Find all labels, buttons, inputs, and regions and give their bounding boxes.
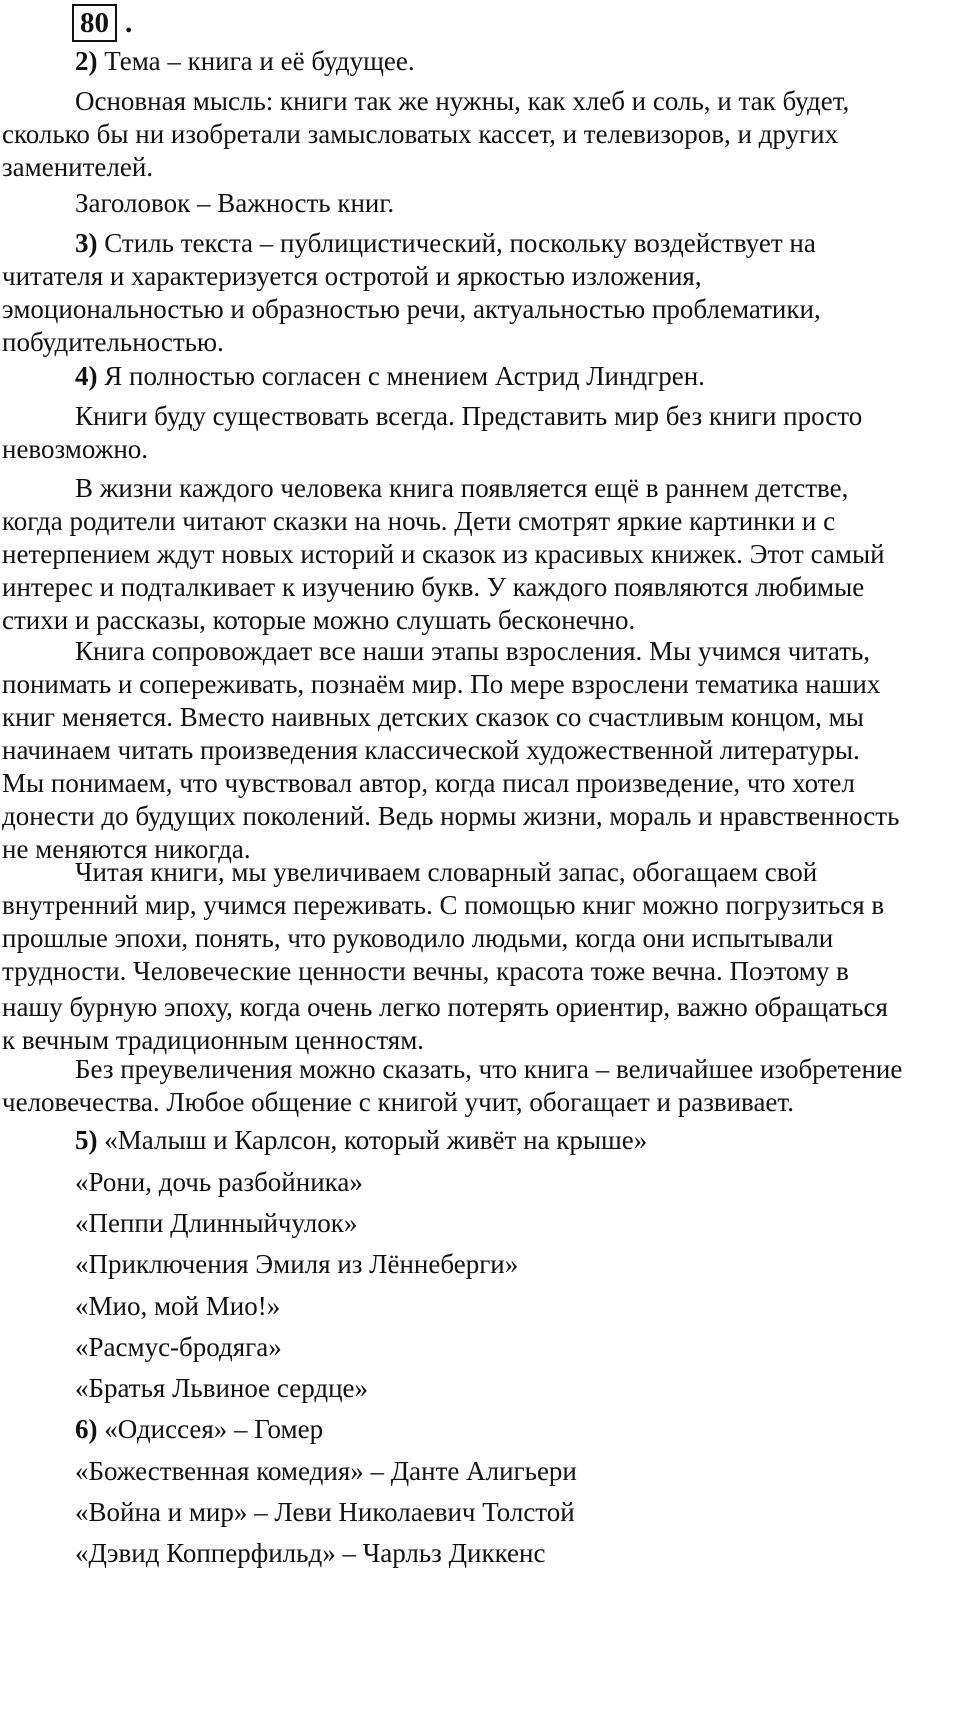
paragraph-line: Читая книги, мы увеличиваем словарный запас, обогащаем свой — [75, 857, 818, 887]
paragraph-line: Книги буду существовать всегда. Представить мир без книги просто — [75, 401, 863, 431]
paragraph-line: донести до будущих поколений. Ведь нормы жизни, мораль и нравственность — [2, 801, 900, 831]
item-6-number: 6) — [75, 1414, 98, 1444]
paragraph-line: книг меняется. Вместо наивных детских сказок со счастливым концом, мы — [2, 702, 864, 732]
paragraph-line: заменителей. — [2, 152, 154, 182]
paragraph-line: Без преувеличения можно сказать, что книга – величайшее изобретение — [75, 1054, 903, 1084]
paragraph-line: стихи и рассказы, которые можно слушать бесконечно. — [2, 605, 636, 635]
item-6-text: «Одиссея» – Гомер — [97, 1414, 324, 1444]
classic-book-title: «Божественная комедия» – Данте Алигьери — [75, 1456, 577, 1486]
paragraph-line — [2, 227, 960, 260]
item-3-style-paragraph — [2, 227, 960, 359]
item-5-number: 5) — [75, 1125, 98, 1155]
exercise-number: 80 — [72, 4, 117, 42]
paragraph-line: Книга сопровождает все наши этапы взросления. Мы учимся читать, — [75, 636, 871, 666]
paragraph-line: внутренний мир, учимся переживать. С помощью книг можно погрузиться в — [2, 890, 885, 920]
item-4-number: 4) — [75, 361, 98, 391]
paragraph-line: не меняются никогда. — [2, 834, 251, 864]
paragraph-line: нашу бурную эпоху, когда очень легко потерять ориентир, важно обращаться — [2, 992, 888, 1022]
paragraph-line: прошлые эпохи, понять, что руководило людьми, когда они испытывали — [2, 923, 834, 953]
paragraph-line: начинаем читать произведения классической художественной литературы. — [2, 735, 860, 765]
title-line: Заголовок – Важность книг. — [75, 188, 395, 218]
item-3-number: 3) — [75, 228, 98, 258]
item-5-text: «Малыш и Карлсон, который живёт на крыше» — [97, 1125, 648, 1155]
item-4-opinion — [75, 360, 705, 393]
classic-book-title: «Война и мир» – Леви Николаевич Толстой — [75, 1497, 575, 1527]
paragraph-line: сколько бы ни изобретали замысловатых кассет, и телевизоров, и других — [2, 119, 839, 149]
paragraph-line: интерес и подталкивает к изучению букв. У каждого появляются любимые — [2, 572, 865, 602]
growing-up-paragraph — [2, 635, 960, 866]
paragraph-line: В жизни каждого человека книга появляется ещё в раннем детстве, — [75, 473, 849, 503]
item-4-text: Я полностью согласен с мнением Астрид Линдгрен. — [97, 361, 705, 391]
paragraph-line: к вечным традиционным ценностям. — [2, 1025, 425, 1055]
book-title: «Мио, мой Мио!» — [75, 1291, 281, 1321]
paragraph-line: трудности. Человеческие ценности вечны, красота тоже вечна. Поэтому в — [2, 956, 849, 986]
paragraph-line: понимать и сопереживать, познаём мир. По мере взрослени тематика наших — [2, 669, 881, 699]
paragraph-line: побудительностью. — [2, 327, 224, 357]
paragraph-line: человечества. Любое общение с книгой учит, обогащает и развивает. — [2, 1087, 794, 1117]
item-2-text: Тема – книга и её будущее. — [97, 46, 415, 76]
exercise-number-dot: . — [125, 7, 133, 39]
item-2-number: 2) — [75, 46, 98, 76]
classic-book-title: «Дэвид Копперфильд» – Чарльз Диккенс — [75, 1538, 546, 1568]
books-always-paragraph — [2, 400, 960, 466]
paragraph-line: когда родители читают сказки на ночь. Дети смотрят яркие картинки и с — [2, 506, 836, 536]
childhood-paragraph — [2, 472, 960, 637]
paragraph-line: Основная мысль: книги так же нужны, как хлеб и соль, и так будет, — [75, 86, 850, 116]
book-title: «Братья Львиное сердце» — [75, 1373, 369, 1403]
paragraph-line: эмоциональностью и образностью речи, актуальностью проблематики, — [2, 294, 821, 324]
item-6-classics — [75, 1413, 323, 1446]
reading-paragraph — [2, 856, 960, 1057]
book-title: «Приключения Эмиля из Лённеберги» — [75, 1249, 519, 1279]
paragraph-line: невозможно. — [2, 434, 149, 464]
book-title: «Пеппи Длинныйчулок» — [75, 1208, 358, 1238]
item-5-books — [75, 1124, 647, 1157]
item-2-theme — [75, 45, 415, 78]
item-3-first-line: Стиль текста – публицистический, поскольку воздействует на — [97, 228, 816, 258]
book-title: «Рони, дочь разбойника» — [75, 1167, 363, 1197]
book-title: «Расмус-бродяга» — [75, 1332, 282, 1362]
paragraph-line: читателя и характеризуется остротой и яркостью изложения, — [2, 261, 702, 291]
paragraph-line: нетерпением ждут новых историй и сказок из красивых книжек. Этот самый — [2, 539, 885, 569]
conclusion-paragraph — [2, 1053, 960, 1119]
paragraph-line: Мы понимаем, что чувствовал автор, когда писал произведение, что хотел — [2, 768, 855, 798]
main-thought-paragraph — [2, 85, 960, 184]
